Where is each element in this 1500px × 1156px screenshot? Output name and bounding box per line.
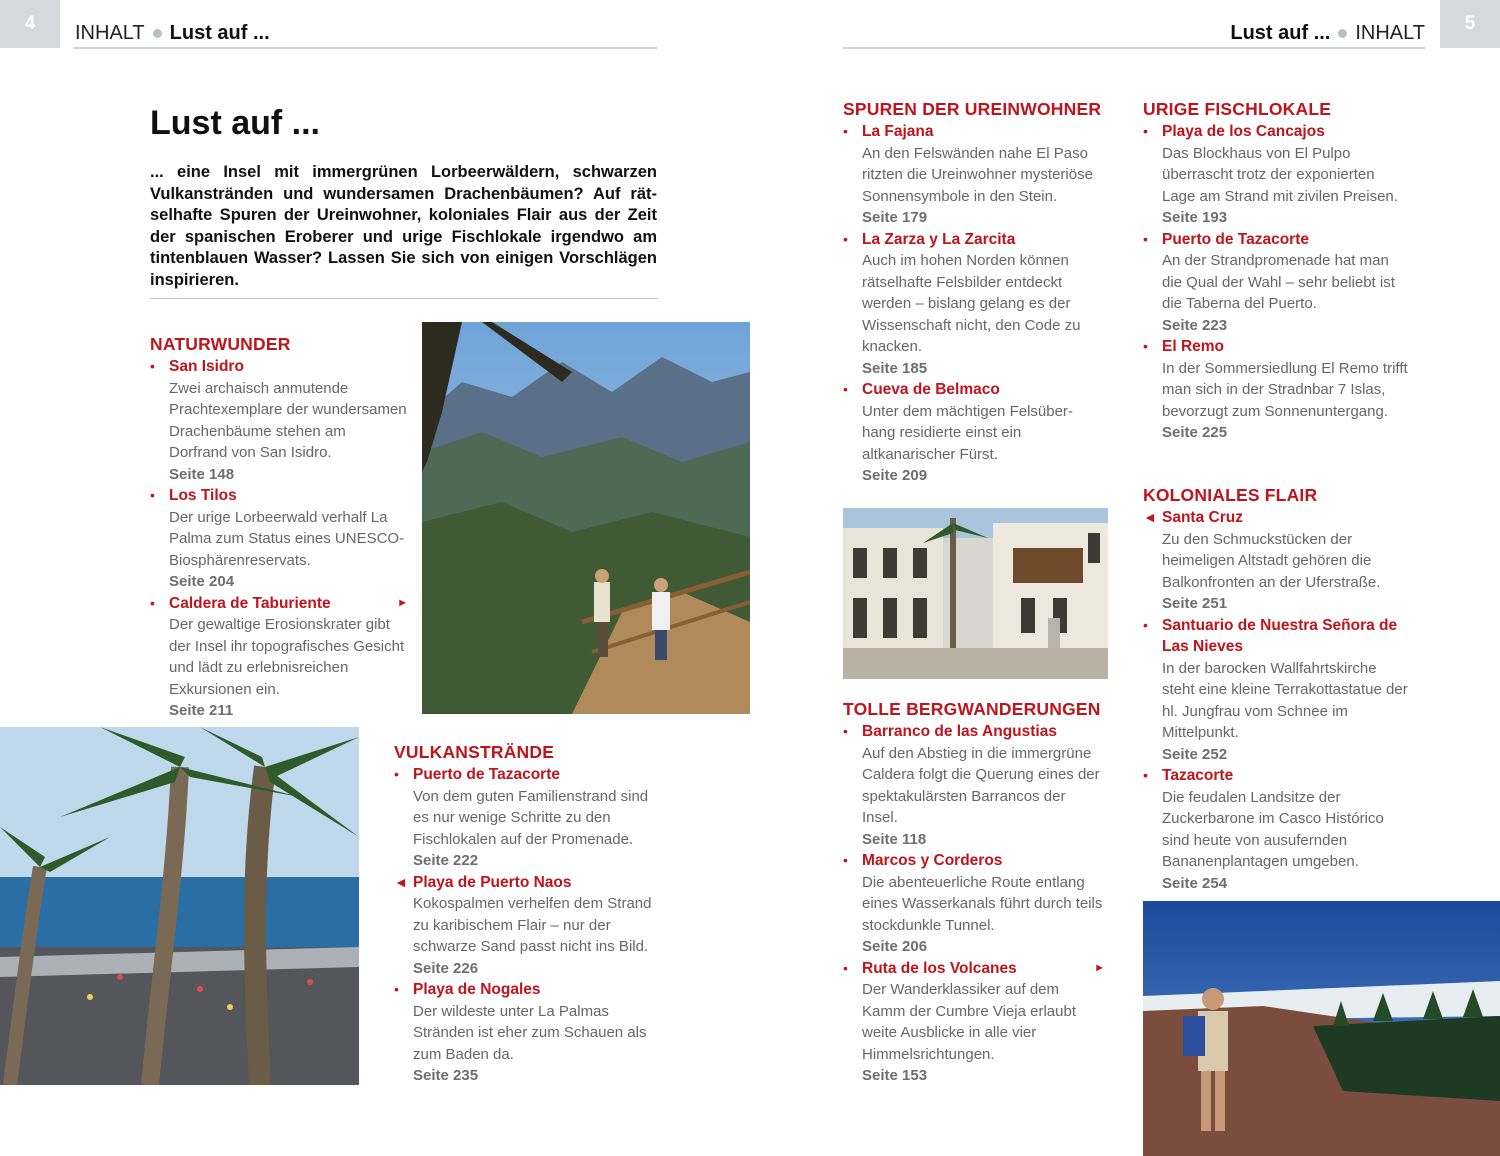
bullet-icon: •	[843, 123, 848, 139]
photo-volcano-hiker	[1143, 901, 1500, 1156]
forward-arrow-icon: ►	[1094, 961, 1105, 974]
poi-description: Der Wanderklassiker auf dem Kamm der Cumbre Vieja erlaubt weite Ausblicke in alle vier Himmelsrichtungen.	[862, 981, 1076, 1063]
poi-entry	[150, 485, 408, 593]
page-reference: Seite 225	[1162, 424, 1228, 441]
poi-entry	[1143, 229, 1408, 337]
page-reference: Seite 252	[1162, 745, 1228, 763]
poi-name: San Isidro	[169, 358, 244, 375]
bullet-icon: •	[843, 959, 848, 976]
poi-description: Zu den Schmuckstücken der heimeligen Altstadt gehören die Balkonfronten an der Uferstraße.	[1162, 530, 1381, 591]
section-ureinwohner	[843, 98, 1105, 487]
bullet-dot-icon	[1338, 29, 1347, 38]
poi-name: Santa Cruz	[1162, 509, 1243, 526]
poi-description: Auf den Abstieg in die immergrüne Caldera folgt die Querung eines der spektakulärsten Barrancos der Insel.	[862, 744, 1100, 826]
page-reference: Seite 204	[169, 573, 235, 590]
poi-entry	[843, 229, 1105, 380]
page-reference: Seite 153	[862, 1067, 928, 1084]
poi-name: Puerto de Tazacorte	[1162, 230, 1310, 248]
back-arrow-icon: ◄	[1143, 509, 1157, 525]
section-heading: TOLLE BERGWANDERUNGEN	[843, 699, 1101, 719]
poi-name: Barranco de las Angustias	[862, 723, 1057, 740]
poi-name: Santuario de Nuestra Señora de Las Nieves	[1162, 616, 1398, 655]
poi-description: Das Blockhaus von El Pulpo überrascht trotz der exponierten Lage am Strand mit zivilen Preisen.	[1162, 144, 1398, 205]
section-heading: URIGE FISCHLOKALE	[1143, 99, 1332, 119]
page-reference: Seite 211	[169, 702, 234, 719]
header-title: Lust auf ...	[1230, 21, 1331, 44]
bullet-dot-icon	[153, 29, 162, 38]
poi-description: Unter dem mächtigen Felsüber-hang residierte einst ein altkanarischer Fürst.	[862, 402, 1073, 463]
photo-beach-palms	[0, 727, 359, 1085]
poi-entry	[150, 356, 408, 485]
page-number-right: 5	[1440, 0, 1500, 48]
bullet-icon: •	[843, 381, 848, 397]
section-heading: NATURWUNDER	[150, 334, 291, 354]
poi-entry	[1143, 615, 1408, 766]
section-heading: VULKANSTRÄNDE	[394, 742, 555, 762]
poi-description: Zwei archaisch anmutende Prachtexemplare der wundersamen Drachenbäume stehen am Dorfrand von San Isidro.	[169, 379, 407, 461]
bullet-icon: •	[1143, 230, 1148, 247]
bullet-icon: •	[1143, 338, 1148, 354]
poi-entry	[843, 850, 1105, 958]
poi-description: In der Sommersiedlung El Remo trifft man sich in der Stradnbar 7 Islas, bevorzugt zum Sonnenuntergang.	[1162, 359, 1408, 420]
photo-caldera-viewpoint	[422, 322, 750, 714]
header-title: Lust auf ...	[169, 21, 270, 44]
poi-description: In der barocken Wallfahrtskirche steht eine kleine Terrakottastatue der hl. Jungfrau vom Schnee im Mittelpunkt.	[1162, 659, 1408, 741]
poi-name: Playa de Puerto Naos	[413, 873, 572, 891]
page-reference: Seite 206	[862, 938, 928, 955]
bullet-icon: •	[150, 358, 155, 374]
poi-description: Der gewaltige Erosionskrater gibt der Insel ihr topografisches Gesicht und lädt zu erlebnisreichen Exkursionen ein.	[169, 616, 405, 698]
bullet-icon: •	[1143, 767, 1148, 783]
poi-entry	[394, 764, 660, 872]
header-section-label: INHALT	[1355, 21, 1425, 44]
poi-name: Playa de Nogales	[413, 981, 541, 998]
bullet-icon: •	[1143, 123, 1148, 139]
poi-name: Puerto de Tazacorte	[413, 766, 561, 783]
poi-entry	[394, 872, 660, 980]
poi-entry	[1143, 336, 1408, 444]
poi-name: Tazacorte	[1162, 767, 1234, 784]
section-fischlokale	[1143, 98, 1408, 444]
poi-name: La Zarza y La Zarcita	[862, 230, 1016, 248]
page-reference: Seite 185	[862, 359, 928, 377]
poi-name: Caldera de Taburiente	[169, 594, 331, 612]
poi-description: Der urige Lorbeerwald verhalf La Palma zum Status eines UNESCO-Biosphärenreservats.	[169, 508, 405, 569]
poi-entry	[1143, 765, 1408, 894]
intro-rule	[150, 298, 658, 299]
bullet-icon: •	[843, 230, 848, 247]
poi-description: Auch im hohen Norden können rätselhafte Felsbilder entdeckt werden – bislang gelang es der Wissenschaft nicht, den Code zu knacken.	[862, 252, 1081, 355]
page-reference: Seite 148	[169, 465, 235, 483]
poi-description: An der Strandpromenade hat man die Qual der Wahl – sehr beliebt ist die Taberna del Puerto.	[1162, 252, 1395, 312]
header-rule-right	[843, 47, 1425, 49]
running-header-right	[1230, 18, 1425, 48]
poi-name: Ruta de los Volcanes	[862, 959, 1017, 977]
poi-entry	[1143, 507, 1408, 615]
poi-name: Cueva de Belmaco	[862, 381, 1000, 398]
poi-description: Kokospalmen verhelfen dem Strand zu karibischem Flair – nur der schwarze Sand passt nicht ins Bild.	[413, 895, 652, 955]
section-vulkanstraende	[394, 741, 660, 1087]
page-reference: Seite 251	[1162, 595, 1228, 612]
bullet-icon: •	[843, 723, 848, 739]
section-heading: KOLONIALES FLAIR	[1143, 485, 1318, 505]
header-section-label: INHALT	[75, 21, 145, 44]
header-rule-left	[73, 47, 657, 49]
poi-entry	[843, 958, 1105, 1087]
poi-name: Playa de los Cancajos	[1162, 123, 1325, 140]
page-reference: Seite 254	[1162, 874, 1228, 892]
page-reference: Seite 235	[413, 1067, 479, 1084]
page-reference: Seite 118	[862, 830, 927, 848]
intro-paragraph: ... eine Insel mit immergrünen Lorbeerwäldern, schwarzen Vulkanstränden und wundersamen Drachenbäumen? Auf rät-selhafte Spuren der Ureinwohner, koloniales Flair aus der Zeit der spanischen Eroberer und urige Fischlokale irgendwo am tintenblauen Wasser? Lassen Sie sich von einigen Vorschlägen inspirieren.	[150, 163, 657, 289]
page-title: Lust auf ...	[150, 104, 320, 142]
back-arrow-icon: ◄	[394, 873, 408, 890]
poi-entry	[843, 721, 1105, 850]
bullet-icon: •	[394, 766, 399, 782]
page-reference: Seite 209	[862, 467, 928, 484]
page-reference: Seite 222	[413, 852, 479, 869]
running-header-left	[75, 18, 270, 48]
bullet-icon: •	[150, 487, 155, 503]
poi-entry	[1143, 121, 1408, 229]
bullet-icon: •	[150, 594, 155, 611]
poi-name: Los Tilos	[169, 487, 237, 504]
forward-arrow-icon: ►	[397, 596, 408, 609]
poi-entry	[394, 979, 660, 1087]
poi-description: An den Felswänden nahe El Paso ritzten die Ureinwohner mysteriöse Sonnensymbole in den Stein.	[862, 144, 1093, 205]
page-reference: Seite 226	[413, 959, 479, 977]
poi-entry	[843, 379, 1105, 487]
page-reference: Seite 193	[1162, 209, 1228, 226]
section-kolonial	[1143, 484, 1408, 894]
poi-name: Marcos y Corderos	[862, 852, 1003, 869]
section-naturwunder	[150, 333, 408, 722]
poi-description: Die abenteuerliche Route entlang eines Wasserkanals führt durch teils stockdunkle Tunnel.	[862, 873, 1103, 934]
page-reference: Seite 223	[1162, 316, 1228, 334]
poi-description: Die feudalen Landsitze der Zuckerbarone im Casco Histórico sind heute von ausufernden Bananenplantagen umgeben.	[1162, 788, 1384, 870]
poi-name: El Remo	[1162, 338, 1225, 355]
page-number-left: 4	[0, 0, 60, 48]
page-reference: Seite 179	[862, 209, 928, 226]
bullet-icon: •	[1143, 616, 1148, 633]
poi-description: Von dem guten Familienstrand sind es nur wenige Schritte zu den Fischlokalen auf der Promenade.	[413, 787, 649, 848]
poi-description: Der wildeste unter La Palmas Stränden ist eher zum Schauen als zum Baden da.	[413, 1002, 647, 1063]
poi-entry	[150, 593, 408, 722]
section-bergwanderungen	[843, 698, 1105, 1087]
poi-entry	[843, 121, 1105, 229]
bullet-icon: •	[394, 981, 399, 997]
section-heading: SPUREN DER UREINWOHNER	[843, 99, 1102, 119]
bullet-icon: •	[843, 852, 848, 868]
poi-name: La Fajana	[862, 123, 934, 140]
photo-santa-cruz-plaza	[843, 508, 1108, 679]
